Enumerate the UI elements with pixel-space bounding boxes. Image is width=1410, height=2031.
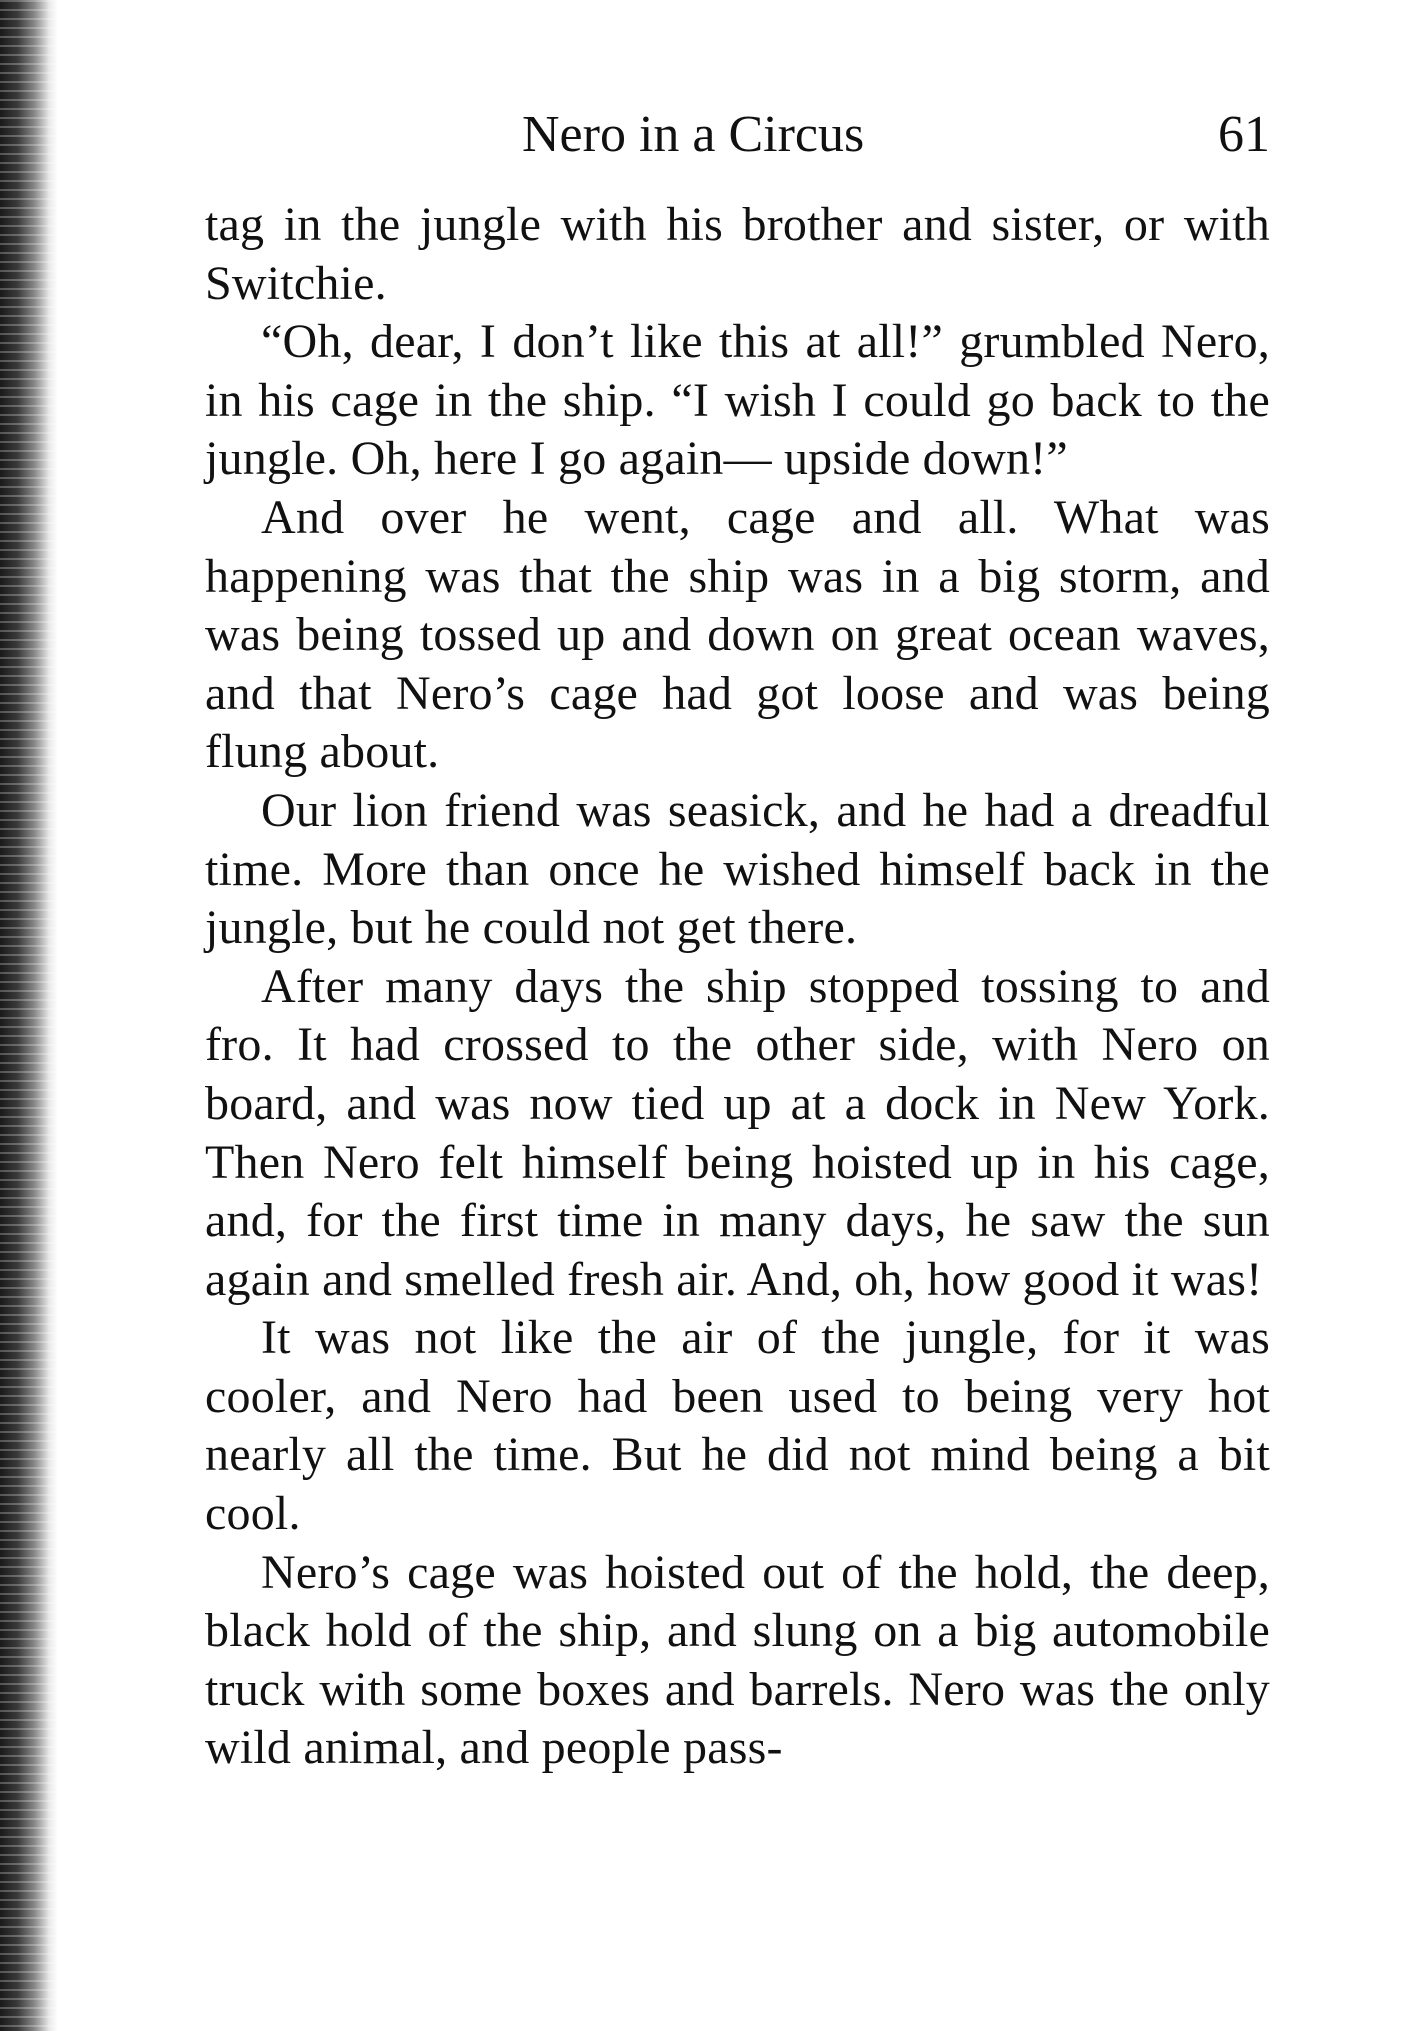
paragraph-4: Our lion friend was seasick, and he had a dreadful time. More than once he wished himself back in the jungle, but he could not get there.: [205, 783, 1270, 955]
paragraph-7: Nero’s cage was hoisted out of the hold, the deep, black hold of the ship, and slung on a big automobile truck with some boxes and barrels. Nero was the only wild animal, and people pass-: [205, 1545, 1270, 1775]
binding-texture: [0, 0, 58, 2031]
paragraph-6: It was not like the air of the jungle, for it was cooler, and Nero had been used to being very hot nearly all the time. But he did not mind being a bit cool.: [205, 1311, 1270, 1541]
running-title: Nero in a Circus: [522, 106, 865, 163]
running-header: [205, 100, 1270, 170]
paragraph-3: And over he went, cage and all. What was happening was that the ship was in a big storm, and was being tossed up and down on great ocean waves, and that Nero’s cage had got loose and was being flung about.: [205, 490, 1270, 779]
page-body: [205, 196, 1270, 1778]
paragraph-2: “Oh, dear, I don’t like this at all!” grumbled Nero, in his cage in the ship. “I wish I could go back to the jungle. Oh, here I go again— upside down!”: [205, 315, 1270, 486]
paragraph-5: After many days the ship stopped tossing to and fro. It had crossed to the other side, with Nero on board, and was now tied up at a dock in New York. Then Nero felt himself being hoisted up in his cage, and, for the first time in many days, he saw the sun again and smelled fresh air. And, oh, how good it was!: [205, 959, 1270, 1306]
paragraph-1: tag in the jungle with his brother and sister, or with Switchie.: [205, 198, 1270, 310]
page-number: 61: [1218, 106, 1270, 163]
